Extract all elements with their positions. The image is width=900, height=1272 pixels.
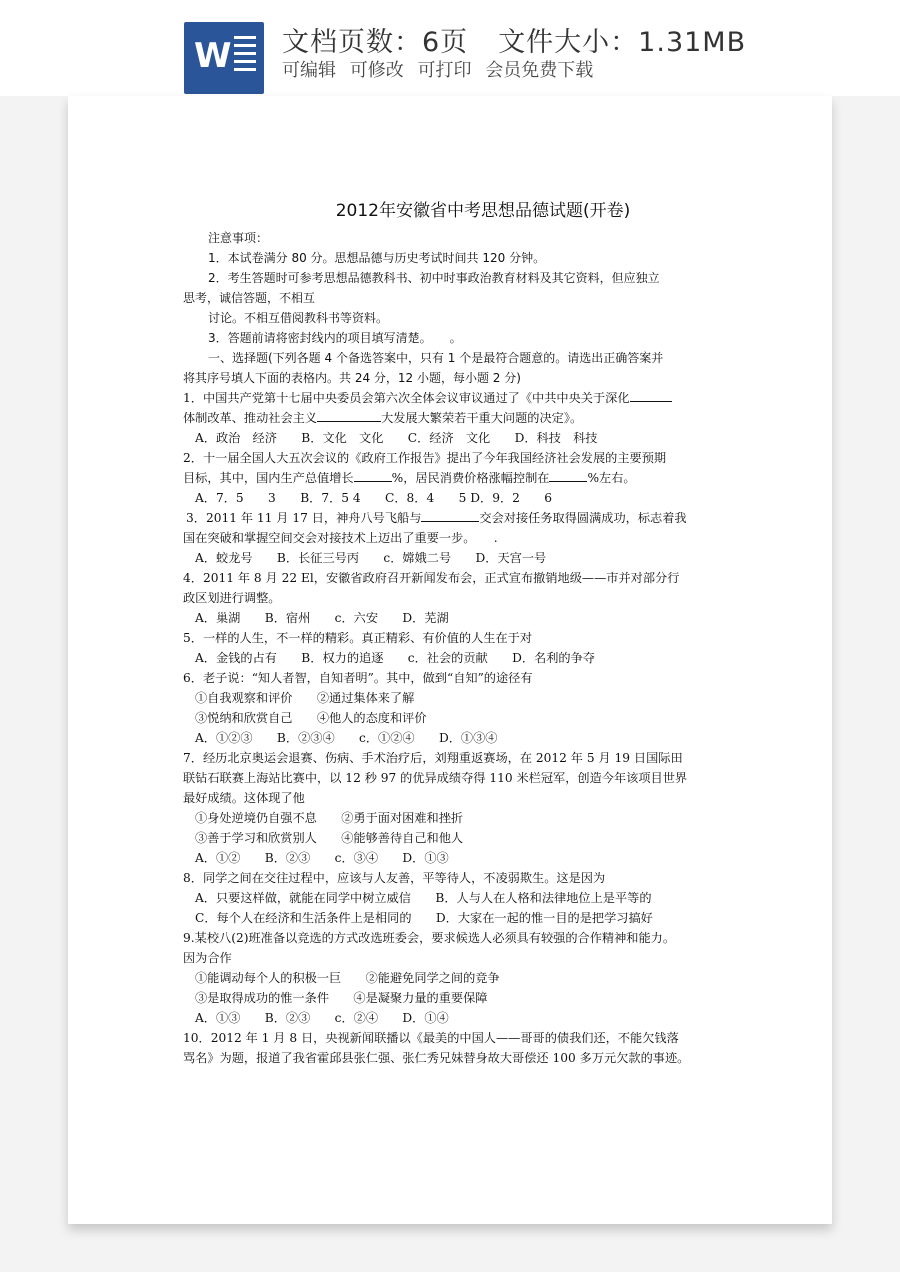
notice-3: 3．答题前请将密封线内的项目填写清楚。 。 (208, 331, 462, 345)
document-page (68, 96, 832, 1224)
question-4-line1: 4．2011 年 8 月 22 El，安徽省政府召开新闻发布会，正式宣布撤销地级——市并对部分行 (183, 571, 680, 585)
question-2-line1: 2．十一届全国人大五次会议的《政府工作报告》提出了今年我国经济社会发展的主要预期 (183, 451, 667, 465)
question-9-statements-1: ①能调动每个人的积极一巨 ②能避免同学之间的竞争 (195, 971, 500, 985)
question-6-options: A．①②③ B．②③④ c．①②④ D．①③④ (195, 731, 498, 745)
question-7-line3: 最好成绩。这体现了他 (183, 791, 305, 805)
question-8-options-ab: A．只要这样做，就能在同学中树立威信 B．人与人在人格和法律地位上是平等的 (195, 891, 652, 905)
question-9-options: A．①③ B．②③ c．②④ D．①④ (195, 1011, 449, 1025)
feature-modifiable: 可修改 (349, 60, 404, 81)
file-size: 文件大小：1.31MB (498, 27, 747, 58)
page-count: 文档页数：6页 (282, 27, 469, 58)
file-info (282, 20, 746, 59)
question-1-options: A．政治 经济 B．文化 文化 C．经济 文化 D．科技 科技 (195, 431, 598, 445)
feature-list (282, 56, 601, 82)
question-7-line2: 联钻石联赛上海站比赛中，以 12 秒 97 的优异成绩夺得 110 米栏冠军，创造今年该项目世界 (183, 771, 688, 785)
question-9-line2: 因为合作 (183, 951, 232, 965)
question-3-line1: 3．2011 年 11 月 17 日，神舟八号飞船与 交会对接任务取得圆满成功，标志着我 (183, 508, 783, 528)
question-10-line2: 骂名》为题，报道了我省霍邱县张仁强、张仁秀兄妹替身故大哥偿还 100 多万元欠款的事迹。 (183, 1051, 690, 1065)
question-7-line1: 7．经历北京奥运会退赛、伤病、手术治疗后，刘翔重返赛场，在 2012 年 5 月 19 日国际田 (183, 751, 683, 765)
question-6: 6．老子说：“知人者智，自知者明”。其中，做到“自知”的途径有 (183, 671, 533, 685)
notice-2-line2: 思考，诚信答题，不相互 (183, 291, 316, 305)
document-content (183, 201, 783, 1068)
download-banner (0, 0, 900, 96)
question-6-statements-1: ①自我观察和评价 ②通过集体来了解 (195, 691, 415, 705)
section-1-heading-cont: 将其序号填人下面的表格内。共 24 分，12 小题，每小题 2 分) (183, 371, 521, 385)
notice-2-line3: 讨论。不相互借阅教科书等资料。 (208, 311, 389, 325)
question-5-options: A．金钱的占有 B．权力的追逐 c．社会的贡献 D．名利的争夺 (195, 651, 595, 665)
notice-2-line1: 2．考生答题时可参考思想品德教科书、初中时事政治教育材料及其它资料，但应独立 (208, 271, 660, 285)
question-7-options: A．①② B．②③ c．③④ D．①③ (195, 851, 449, 865)
notice-1: 1．本试卷满分 80 分。思想品德与历史考试时间共 120 分钟。 (208, 251, 546, 265)
question-1-line2: 体制改革、推动社会主义 大发展大繁荣若干重大问题的决定》。 (183, 408, 783, 428)
question-7-statements-1: ①身处逆境仍自强不息 ②勇于面对困难和挫折 (195, 811, 464, 825)
question-3-options: A．蛟龙号 B．长征三号丙 c．嫦娥二号 D．天宫一号 (195, 551, 547, 565)
question-5: 5．一样的人生，不一样的精彩。真正精彩、有价值的人生在于对 (183, 631, 533, 645)
notice-heading: 注意事项： (208, 231, 269, 245)
question-4-options: A．巢湖 B．宿州 c．六安 D．芜湖 (195, 611, 449, 625)
question-1-line1: 1．中国共产党第十七届中央委员会第六次全体会议审议通过了《中共中央关于深化 (183, 388, 783, 408)
question-2-line2: 目标，其中，国内生产总值增长 %，居民消费价格涨幅控制在 %左右。 (183, 468, 783, 488)
question-10-line1: 10．2012 年 1 月 8 日，央视新闻联播以《最美的中国人——哥哥的债我们还，不能欠钱落 (183, 1031, 679, 1045)
question-9-line1: 9.某校八(2)班准备以竞选的方式改选班委会，要求候选人必须具有较强的合作精神和能力。 (183, 931, 676, 945)
feature-member-download: 会员免费下载 (485, 60, 594, 81)
feature-editable: 可编辑 (282, 60, 336, 81)
word-logo-letter: W (194, 36, 232, 76)
feature-printable: 可打印 (417, 60, 472, 81)
question-4-line2: 政区划进行调整。 (183, 591, 281, 605)
question-7-statements-2: ③善于学习和欣赏别人 ④能够善待自己和他人 (195, 831, 464, 845)
question-8-options-cd: C．每个人在经济和生活条件上是相同的 D．大家在一起的惟一目的是把学习搞好 (195, 911, 653, 925)
document-title: 2012年安徽省中考思想品德试题(开卷) (335, 201, 631, 221)
question-6-statements-2: ③悦纳和欣赏自己 ④他人的态度和评价 (195, 711, 427, 725)
question-9-statements-2: ③是取得成功的惟一条件 ④是凝聚力量的重要保障 (195, 991, 488, 1005)
question-8: 8．同学之间在交往过程中，应该与人友善，平等待人，不凌弱欺生。这是因为 (183, 871, 606, 885)
word-document-icon (184, 22, 264, 94)
question-2-options: A．7．5 3 B．7．5 4 C．8．4 5 D．9．2 6 (195, 491, 553, 505)
question-3-line2: 国在突破和掌握空间交会对接技术上迈出了重要一步。 . (183, 531, 498, 545)
section-1-heading: 一、选择题(下列各题 4 个备选答案中，只有 1 个是最符合题意的。请选出正确答案并 (208, 351, 664, 365)
